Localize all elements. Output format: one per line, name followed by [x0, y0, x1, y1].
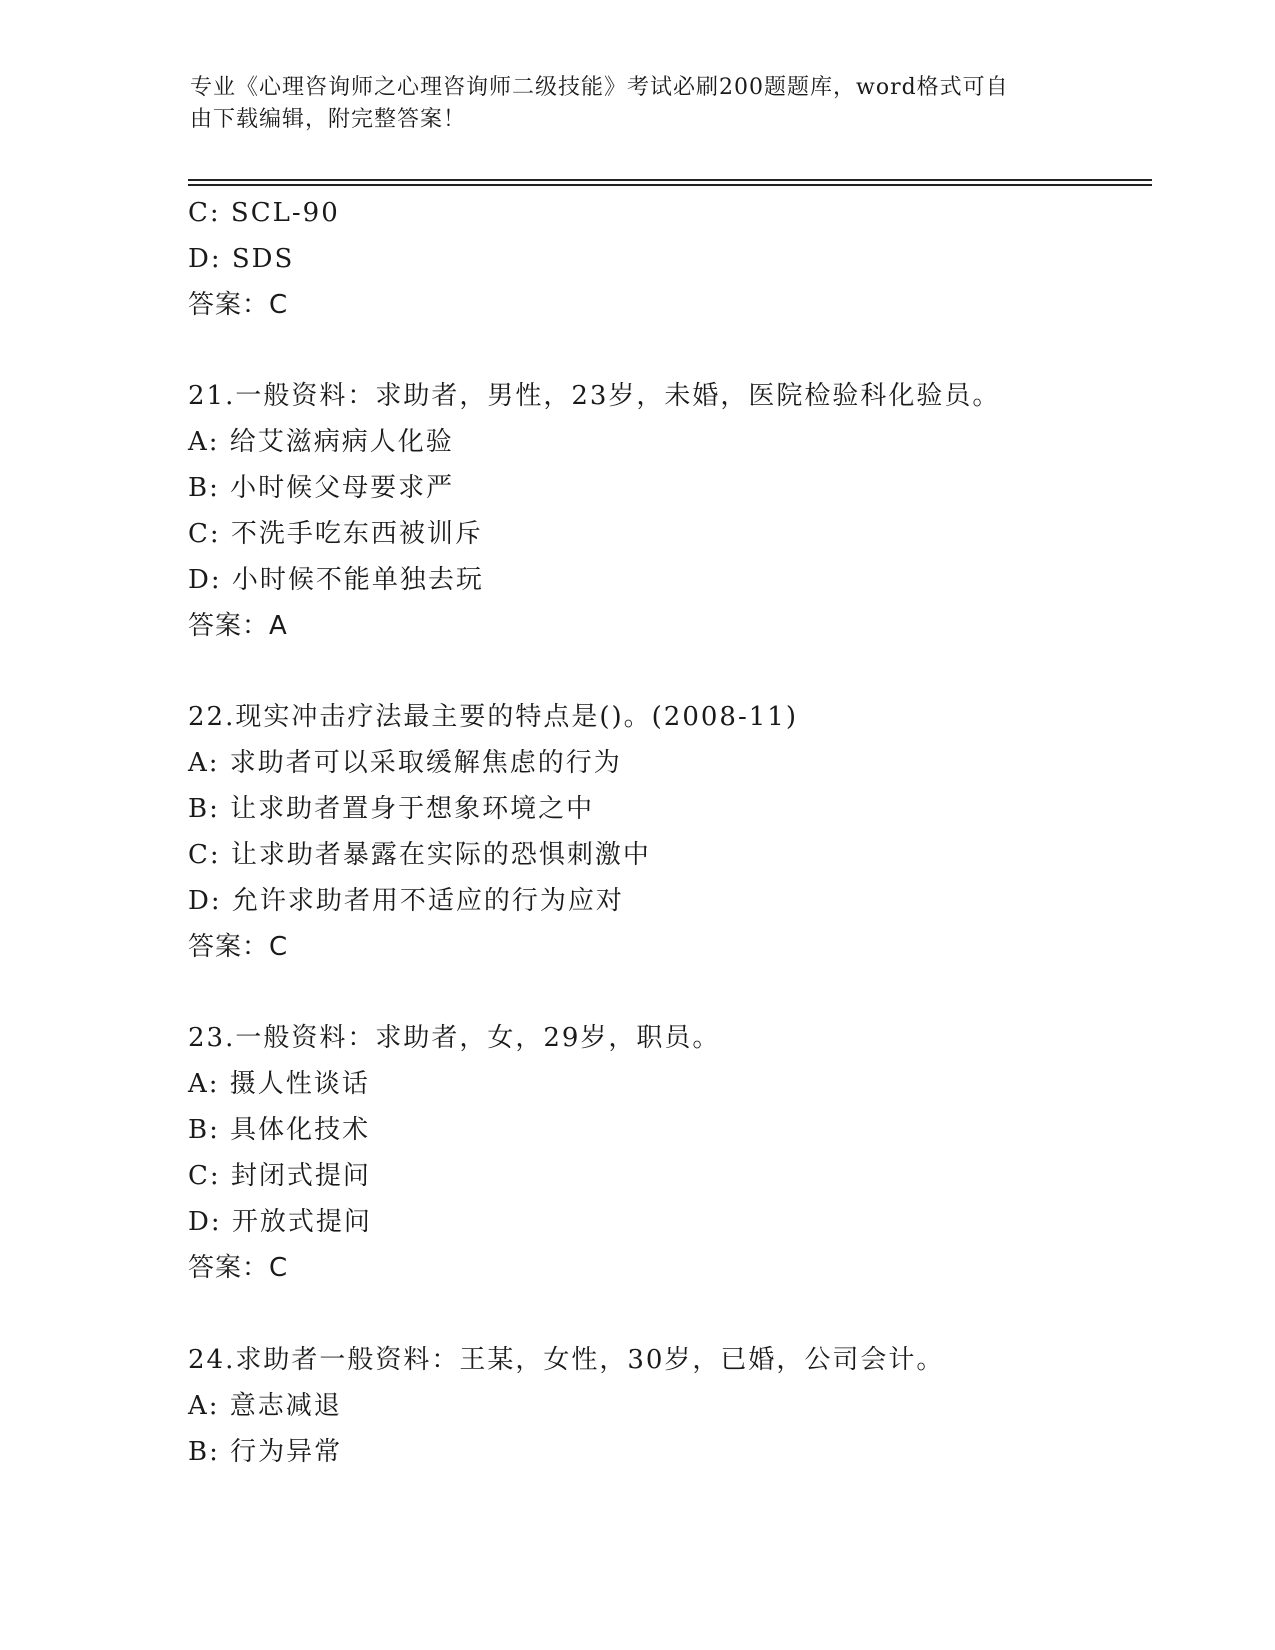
- question-line: A: 给艾滋病病人化验: [188, 427, 454, 457]
- question-line: A: 摄人性谈话: [188, 1069, 370, 1099]
- question-line: C: SCL-90: [188, 198, 340, 228]
- answer-line: 答案：C: [188, 290, 289, 320]
- question-line: 24.求助者一般资料：王某，女性，30岁，已婚，公司会计。: [188, 1345, 945, 1375]
- header-line-1: 专业《心理咨询师之心理咨询师二级技能》考试必刷200题题库，word格式可自: [190, 75, 1009, 100]
- header-divider-top: [188, 179, 1152, 181]
- question-line: D: 允许求助者用不适应的行为应对: [188, 886, 624, 916]
- header-divider-bottom: [188, 184, 1152, 186]
- question-line: C: 封闭式提问: [188, 1161, 371, 1191]
- question-line: 22.现实冲击疗法最主要的特点是()。(2008-11): [188, 702, 798, 732]
- answer-line: 答案：C: [188, 1253, 289, 1283]
- question-line: D: 小时候不能单独去玩: [188, 565, 484, 595]
- question-line: D: 开放式提问: [188, 1207, 372, 1237]
- header-line-2: 由下载编辑，附完整答案！: [190, 107, 467, 132]
- question-line: B: 小时候父母要求严: [188, 473, 455, 503]
- question-line: C: 让求助者暴露在实际的恐惧刺激中: [188, 840, 651, 870]
- question-line: B: 让求助者置身于想象环境之中: [188, 794, 595, 824]
- question-line: D: SDS: [188, 244, 295, 274]
- question-line: 23.一般资料：求助者，女，29岁，职员。: [188, 1023, 721, 1053]
- document-header: [190, 72, 1070, 136]
- question-line: A: 意志减退: [188, 1391, 342, 1421]
- answer-line: 答案：C: [188, 932, 289, 962]
- question-line: B: 具体化技术: [188, 1115, 371, 1145]
- question-line: B: 行为异常: [188, 1437, 343, 1467]
- answer-line: 答案：A: [188, 611, 288, 641]
- question-line: A: 求助者可以采取缓解焦虑的行为: [188, 748, 622, 778]
- question-line: C: 不洗手吃东西被训斥: [188, 519, 483, 549]
- question-line: 21.一般资料：求助者，男性，23岁，未婚，医院检验科化验员。: [188, 381, 1001, 411]
